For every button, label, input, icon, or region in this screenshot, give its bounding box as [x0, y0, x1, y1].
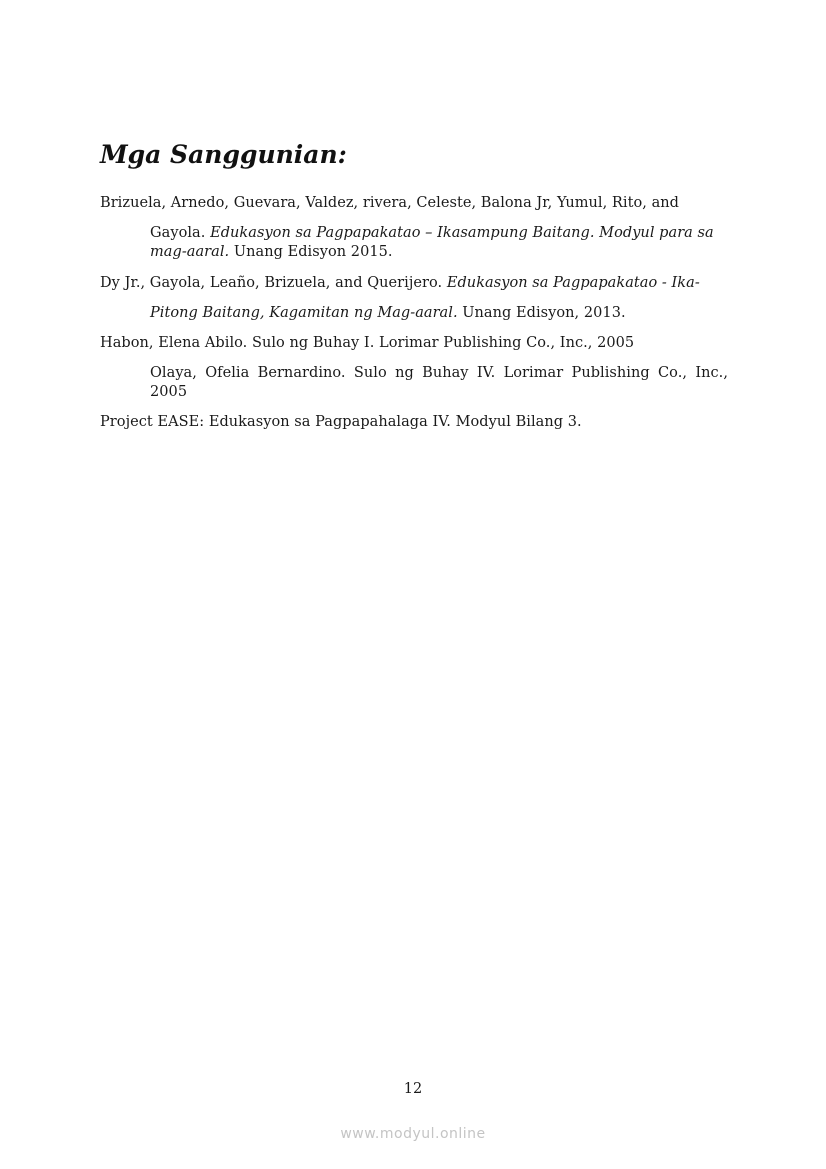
reference-5: Project EASE: Edukasyon sa Pagpapahalaga IV. Modyul Bilang 3. — [100, 414, 582, 430]
watermark: www.modyul.online — [340, 1126, 486, 1142]
reference-2-title-end: Pitong Baitang, Kagamitan ng Mag-aaral. — [150, 305, 458, 321]
reference-2-edition: Unang Edisyon, 2013. — [457, 305, 626, 321]
reference-1-title: Edukasyon sa Pagpapakatao – Ikasampung Baitang. Modyul para sa mag-aaral. — [150, 225, 714, 260]
reference-2-line-1 — [100, 274, 700, 293]
reference-1-line-2 — [150, 224, 730, 262]
reference-1-line-1: Brizuela, Arnedo, Guevara, Valdez, rivera, Celeste, Balona Jr, Yumul, Rito, and — [100, 195, 679, 211]
reference-3: Habon, Elena Abilo. Sulo ng Buhay I. Lorimar Publishing Co., Inc., 2005 — [100, 335, 635, 351]
page-number: 12 — [403, 1081, 423, 1097]
page-title: Mga Sanggunian: — [100, 140, 347, 169]
reference-2-title-start: Edukasyon sa Pagpapakatao - Ika- — [446, 275, 700, 291]
reference-4: Olaya, Ofelia Bernardino. Sulo ng Buhay IV. Lorimar Publishing Co., Inc., 2005 — [150, 365, 728, 400]
reference-1-author-tail: Gayola. — [150, 225, 211, 241]
reference-2-authors: Dy Jr., Gayola, Leaño, Brizuela, and Querijero. — [100, 275, 447, 291]
reference-2-line-2 — [150, 304, 626, 323]
reference-1-edition: Unang Edisyon 2015. — [229, 244, 393, 260]
